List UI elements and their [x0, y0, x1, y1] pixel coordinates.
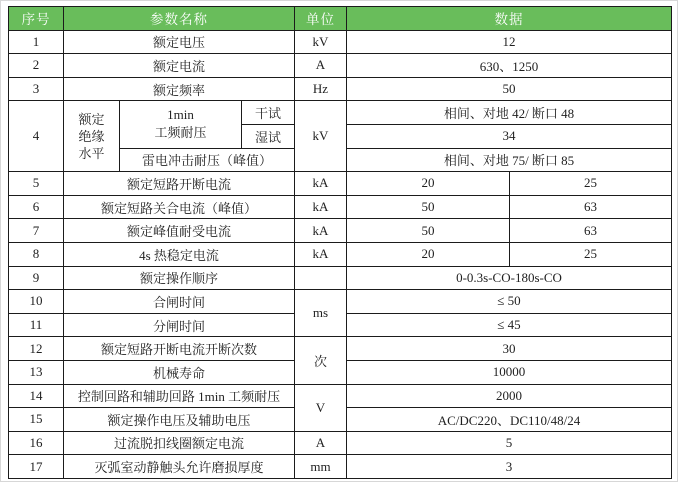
cell-name-14: 控制回路和辅助回路 1min 工频耐压 [64, 384, 295, 408]
cell-unit-4: kV [295, 101, 347, 172]
cell-no-6: 6 [9, 195, 64, 219]
cell-unit-10-11: ms [295, 290, 347, 337]
cell-data-15: AC/DC220、DC110/48/24 [347, 408, 672, 432]
cell-no-11: 11 [9, 313, 64, 337]
cell-name-16: 过流脱扣线圈额定电流 [64, 431, 295, 455]
cell-data-5b: 25 [510, 172, 672, 196]
cell-data-7a: 50 [347, 219, 510, 243]
table-row-12 [9, 337, 672, 361]
cell-name-10: 合闸时间 [64, 290, 295, 314]
cell-no-12: 12 [9, 337, 64, 361]
cell-data-14: 2000 [347, 384, 672, 408]
table-row-17 [9, 455, 672, 479]
power-freq-line1: 1min [167, 107, 194, 123]
cell-unit-1: kV [295, 30, 347, 54]
cell-data-8b: 25 [510, 242, 672, 266]
table-row-7 [9, 219, 672, 243]
cell-data-5a: 20 [347, 172, 510, 196]
cell-data-3: 50 [347, 77, 672, 101]
cell-name-8: 4s 热稳定电流 [64, 242, 295, 266]
cell-name-3: 额定频率 [64, 77, 295, 101]
insulation-level-line2: 绝缘 [78, 128, 105, 144]
cell-data-2: 630、1250 [347, 54, 672, 78]
cell-lightning-data: 相间、对地 75/ 断口 85 [347, 148, 672, 172]
cell-unit-8: kA [295, 242, 347, 266]
header-name: 参数名称 [64, 7, 295, 31]
cell-data-1: 12 [347, 30, 672, 54]
cell-name-12: 额定短路开断电流开断次数 [64, 337, 295, 361]
cell-no-9: 9 [9, 266, 64, 290]
cell-name-1: 额定电压 [64, 30, 295, 54]
cell-dry-test-data: 相间、对地 42/ 断口 48 [347, 101, 672, 125]
cell-name-15: 额定操作电压及辅助电压 [64, 408, 295, 432]
cell-data-6b: 63 [510, 195, 672, 219]
table-row-1 [9, 30, 672, 54]
table-row-9 [9, 266, 672, 290]
spec-table [8, 6, 672, 479]
insulation-level-line1: 额定 [78, 111, 105, 127]
table-row-6 [9, 195, 672, 219]
table-row-16 [9, 431, 672, 455]
cell-unit-2: A [295, 54, 347, 78]
cell-name-7: 额定峰值耐受电流 [64, 219, 295, 243]
cell-unit-5: kA [295, 172, 347, 196]
table-row-10 [9, 290, 672, 314]
cell-unit-17: mm [295, 455, 347, 479]
cell-data-6a: 50 [347, 195, 510, 219]
table-row-3 [9, 77, 672, 101]
cell-power-freq-withstand [120, 101, 242, 148]
cell-data-8a: 20 [347, 242, 510, 266]
cell-no-3: 3 [9, 77, 64, 101]
cell-no-15: 15 [9, 408, 64, 432]
cell-no-14: 14 [9, 384, 64, 408]
cell-name-13: 机械寿命 [64, 360, 295, 384]
cell-no-4: 4 [9, 101, 64, 172]
cell-data-17: 3 [347, 455, 672, 479]
cell-unit-16: A [295, 431, 347, 455]
cell-name-9: 额定操作顺序 [64, 266, 295, 290]
cell-data-16: 5 [347, 431, 672, 455]
cell-data-11: ≤ 45 [347, 313, 672, 337]
cell-name-17: 灭弧室动静触头允许磨损厚度 [64, 455, 295, 479]
cell-unit-9 [295, 266, 347, 290]
cell-data-12: 30 [347, 337, 672, 361]
cell-unit-3: Hz [295, 77, 347, 101]
cell-name-11: 分闸时间 [64, 313, 295, 337]
table-row-4-dry [9, 101, 672, 125]
table-row-5 [9, 172, 672, 196]
cell-unit-14-15: V [295, 384, 347, 431]
cell-insulation-level [64, 101, 120, 172]
cell-data-9: 0-0.3s-CO-180s-CO [347, 266, 672, 290]
cell-name-5: 额定短路开断电流 [64, 172, 295, 196]
cell-no-1: 1 [9, 30, 64, 54]
cell-data-13: 10000 [347, 360, 672, 384]
cell-no-16: 16 [9, 431, 64, 455]
header-unit: 单位 [295, 7, 347, 31]
cell-no-7: 7 [9, 219, 64, 243]
cell-unit-7: kA [295, 219, 347, 243]
cell-no-5: 5 [9, 172, 64, 196]
cell-no-13: 13 [9, 360, 64, 384]
header-data: 数据 [347, 7, 672, 31]
cell-name-6: 额定短路关合电流（峰值） [64, 195, 295, 219]
cell-name-2: 额定电流 [64, 54, 295, 78]
cell-wet-test-data: 34 [347, 124, 672, 148]
cell-data-10: ≤ 50 [347, 290, 672, 314]
table-row-14 [9, 384, 672, 408]
cell-dry-test-label: 干试 [242, 101, 295, 125]
cell-no-2: 2 [9, 54, 64, 78]
table-row-8 [9, 242, 672, 266]
cell-lightning-label: 雷电冲击耐压（峰值） [120, 148, 295, 172]
insulation-level-line3: 水平 [78, 145, 105, 161]
power-freq-line2: 工频耐压 [154, 125, 207, 141]
cell-no-10: 10 [9, 290, 64, 314]
cell-unit-6: kA [295, 195, 347, 219]
cell-no-8: 8 [9, 242, 64, 266]
cell-wet-test-label: 湿试 [242, 124, 295, 148]
header-no: 序号 [9, 7, 64, 31]
cell-data-7b: 63 [510, 219, 672, 243]
header-row [9, 7, 672, 31]
cell-no-17: 17 [9, 455, 64, 479]
cell-unit-12-13: 次 [295, 337, 347, 384]
table-row-2 [9, 54, 672, 78]
